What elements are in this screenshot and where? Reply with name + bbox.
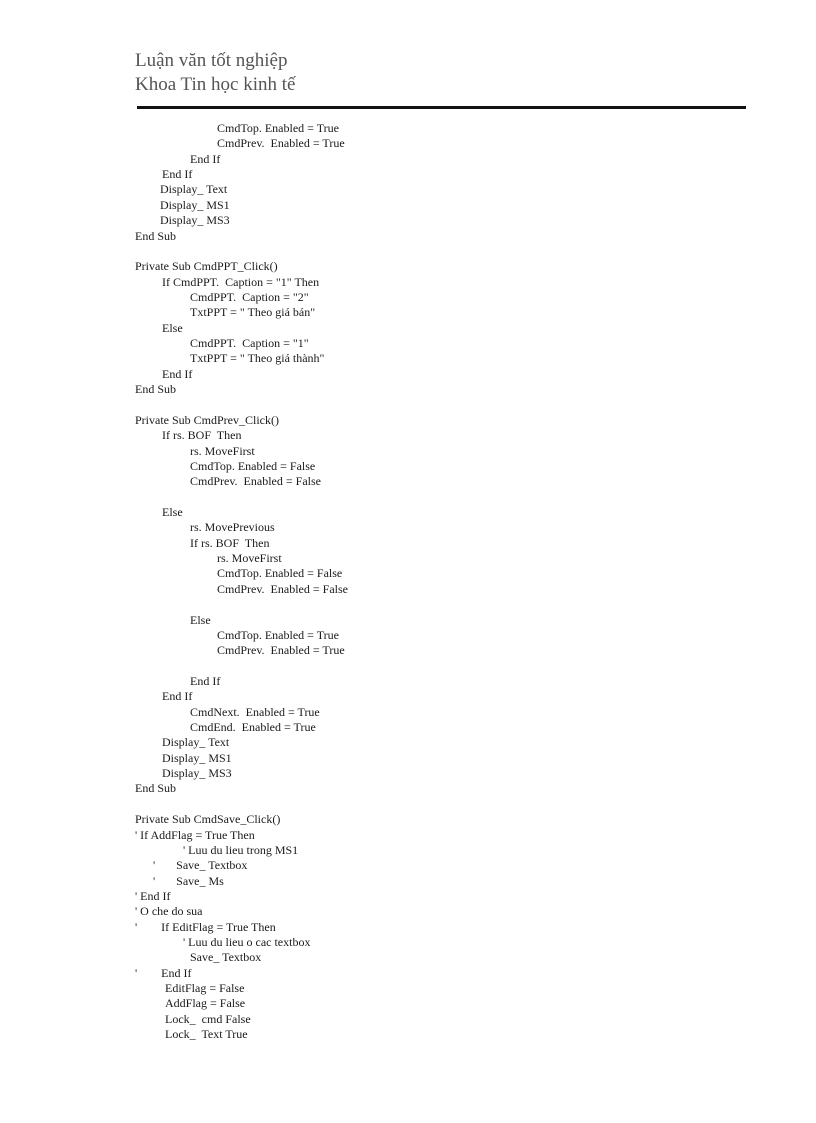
code-line: End If xyxy=(162,366,193,381)
code-line: rs. MovePrevious xyxy=(190,520,275,535)
code-line xyxy=(135,797,775,812)
code-line: CmdTop. Enabled = False xyxy=(190,458,316,473)
code-line: Display_ MS1 xyxy=(160,197,230,212)
code-line: Display_ MS3 xyxy=(162,766,232,781)
code-line: CmdPrev. Enabled = True xyxy=(217,643,345,658)
code-line: CmdTop. Enabled = True xyxy=(217,121,339,135)
code-line: CmdTop. Enabled = True xyxy=(217,627,339,642)
code-line: TxtPPT = " Theo giá thành" xyxy=(190,351,325,366)
code-line: Private Sub CmdPPT_Click() xyxy=(135,259,278,274)
code-line: CmdPrev. Enabled = False xyxy=(190,474,321,489)
code-line: End If xyxy=(162,167,193,182)
code-line: Else xyxy=(162,320,183,335)
code-line: Else xyxy=(162,504,183,519)
thesis-title: Luận văn tốt nghiệp xyxy=(135,50,288,71)
code-line: CmdPPT. Caption = "2" xyxy=(190,289,309,304)
code-line: Private Sub CmdSave_Click() xyxy=(135,812,281,827)
code-line: Save_ Textbox xyxy=(190,950,262,965)
code-line: Display_ Text xyxy=(160,182,228,197)
code-line: TxtPPT = " Theo giá bán" xyxy=(190,305,316,320)
code-line: Display_ Text xyxy=(162,735,230,750)
code-line: EditFlag = False xyxy=(165,981,245,996)
faculty-name: Khoa Tin học kinh tế xyxy=(135,74,296,95)
code-line: ' If AddFlag = True Then xyxy=(135,827,255,842)
code-line xyxy=(135,490,775,505)
code-line xyxy=(135,397,775,412)
code-line: ' O che do sua xyxy=(135,904,203,919)
code-line: CmdPrev. Enabled = True xyxy=(217,136,345,151)
code-line xyxy=(135,244,775,259)
code-line xyxy=(135,597,775,612)
code-line: CmdPPT. Caption = "1" xyxy=(190,336,309,351)
code-line xyxy=(135,659,775,674)
code-line: CmdEnd. Enabled = True xyxy=(190,720,316,735)
code-line: CmdNext. Enabled = True xyxy=(190,704,320,719)
code-line: End If xyxy=(190,151,221,166)
code-line: AddFlag = False xyxy=(165,996,246,1011)
code-line: rs. MoveFirst xyxy=(190,443,255,458)
code-line: Lock_ Text True xyxy=(165,1027,248,1042)
code-line: Private Sub CmdPrev_Click() xyxy=(135,412,279,427)
code-line: CmdPrev. Enabled = False xyxy=(217,581,348,596)
code-line: End If xyxy=(162,689,193,704)
code-line: ' Save_ Textbox xyxy=(135,858,248,873)
code-line: End Sub xyxy=(135,382,177,397)
code-listing xyxy=(135,121,775,1043)
code-line: Else xyxy=(190,612,211,627)
code-line: ' If EditFlag = True Then xyxy=(135,919,276,934)
code-line: If CmdPPT. Caption = "1" Then xyxy=(162,274,320,289)
page-header xyxy=(135,49,755,97)
code-line: ' End If xyxy=(135,965,192,980)
code-line: If rs. BOF Then xyxy=(162,428,242,443)
code-line: ' Luu du lieu trong MS1 xyxy=(135,842,299,857)
header-divider xyxy=(137,106,746,109)
code-line: rs. MoveFirst xyxy=(217,551,282,566)
code-line: ' End If xyxy=(135,888,171,903)
code-line: ' Save_ Ms xyxy=(135,873,224,888)
code-line: Display_ MS3 xyxy=(160,213,230,228)
code-line: End Sub xyxy=(135,228,177,243)
code-line: End Sub xyxy=(135,781,177,796)
code-line: If rs. BOF Then xyxy=(190,535,270,550)
code-line: Lock_ cmd False xyxy=(165,1011,251,1026)
code-line: ' Luu du lieu o cac textbox xyxy=(135,935,311,950)
code-line: Display_ MS1 xyxy=(162,750,232,765)
code-line: CmdTop. Enabled = False xyxy=(217,566,343,581)
code-line: End If xyxy=(190,673,221,688)
